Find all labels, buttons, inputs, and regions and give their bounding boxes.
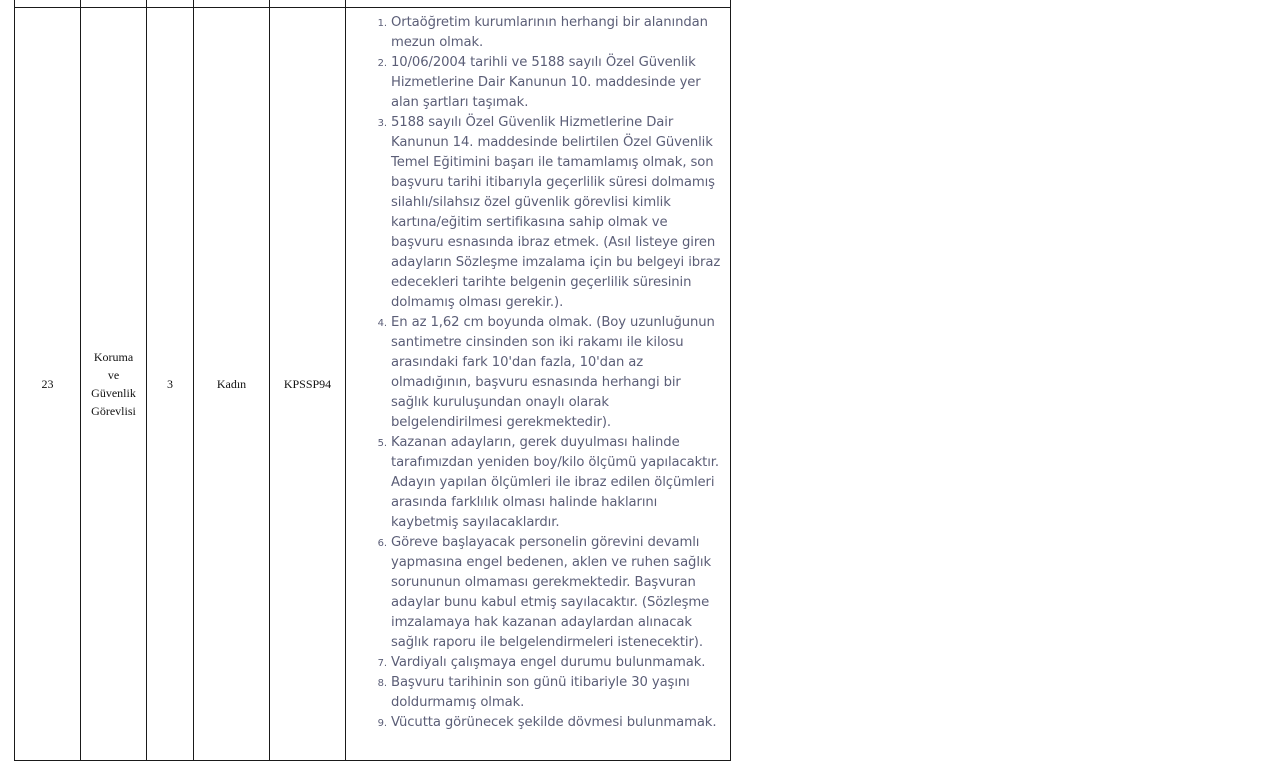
requirement-item: 9. Vücutta görünecek şekilde dövmesi bulunmamak. xyxy=(390,713,722,733)
previous-row-stub xyxy=(15,0,731,8)
stub-cell xyxy=(147,0,194,8)
exam-score-type-cell xyxy=(270,8,346,761)
position-title-line: Güvenlik xyxy=(91,386,136,400)
requirement-item: 5. Kazanan adayların, gerek duyulması halinde tarafımızdan yeniden boy/kilo ölçümü yapılacaktır. Adayın yapılan ölçümleri ile ibraz edilen ölçümleri arasında farklılık olması halinde haklarını kaybetmiş sayılacaklardır. xyxy=(390,433,722,533)
requirement-item: 1. Ortaöğretim kurumlarının herhangi bir alanından mezun olmak. xyxy=(390,13,722,53)
requirement-item: 8. Başvuru tarihinin son günü itibariyle 30 yaşını doldurmamış olmak. xyxy=(390,673,722,713)
row-number-cell xyxy=(15,8,81,761)
table-row xyxy=(15,8,731,761)
requirement-item: 6. Göreve başlayacak personelin görevini devamlı yapmasına engel bedenen, aklen ve ruhen sağlık sorununun olmaması gerekmektedir. Başvuran adaylar bunu kabul etmiş sayılacaktır. (Sözleşme imzalamaya hak kazanan adaylardan alınacak sağlık raporu ile belgelendirmeleri istenecektir). xyxy=(390,533,722,653)
stub-cell xyxy=(346,0,731,8)
position-requirements-table xyxy=(14,0,731,761)
gender-cell xyxy=(194,8,270,761)
exam-score-type: KPSSP94 xyxy=(283,377,332,391)
stub-cell xyxy=(15,0,81,8)
position-title-line: ve xyxy=(107,368,120,382)
position-title-line: Koruma xyxy=(93,350,134,364)
requirement-item: 2. 10/06/2004 tarihli ve 5188 sayılı Özel Güvenlik Hizmetlerine Dair Kanunun 10. maddesinde yer alan şartları taşımak. xyxy=(390,53,722,113)
blank-margin xyxy=(746,0,1280,769)
requirement-item: 3. 5188 sayılı Özel Güvenlik Hizmetlerine Dair Kanunun 14. maddesinde belirtilen Özel Güvenlik Temel Eğitimini başarı ile tamamlamış olmak, son başvuru tarihi itibarıyla geçerlilik süresi dolmamış silahlı/silahsız özel güvenlik görevlisi kimlik kartına/eğitim sertifikasına sahip olmak ve başvuru esnasında ibraz etmek. (Asıl listeye giren adayların Sözleşme imzalama için bu belgeyi ibraz edecekleri tarihte belgenin geçerlilik süresinin dolmamış olması gerekir.). xyxy=(390,113,722,313)
position-title-line: Görevlisi xyxy=(91,404,136,418)
requirements-cell xyxy=(346,8,731,761)
requirements-list xyxy=(346,8,730,743)
requirement-item: 4. En az 1,62 cm boyunda olmak. (Boy uzunluğunun santimetre cinsinden son iki rakamı ile kilosu arasındaki fark 10'dan fazla, 10'dan az olmadığının, başvuru esnasında herhangi bir sağlık kuruluşundan onaylı olarak belgelendirilmesi gerekmektedir). xyxy=(390,313,722,433)
stub-cell xyxy=(270,0,346,8)
row-number: 23 xyxy=(41,377,54,391)
gender: Kadın xyxy=(216,377,247,391)
position-count: 3 xyxy=(167,377,173,391)
requirement-item: 7. Vardiyalı çalışmaya engel durumu bulunmamak. xyxy=(390,653,722,673)
stub-cell xyxy=(81,0,147,8)
position-count-cell xyxy=(147,8,194,761)
position-title-cell xyxy=(81,8,147,761)
stub-cell xyxy=(194,0,270,8)
